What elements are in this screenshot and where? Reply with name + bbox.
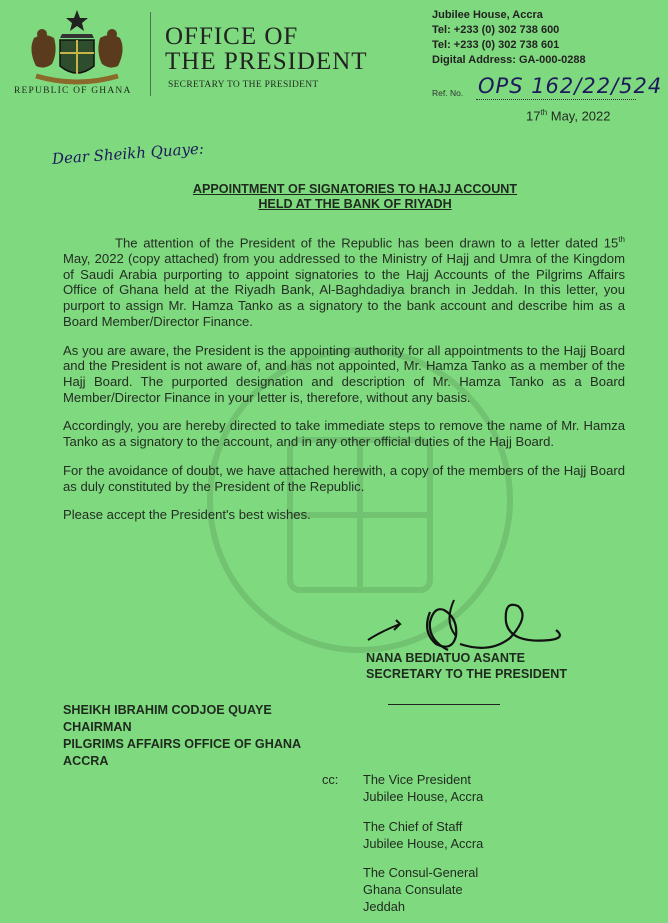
subject-line2: HELD AT THE BANK OF RIYADH [258,197,452,211]
paragraph-1-b: May, 2022 (copy attached) from you addressed to the Ministry of Hajj and Umra of the Kingdom of Saudi Arabia purporting to appoint signatories to the Hajj Accounts of the Pilgrims Affairs Office of Ghana held at the Riyadh Bank, Al-Baghdadiya branch in Jeddah. In this letter, you purport to assign Mr. Hamza Tanko as a signatory to the bank account and describe him as a Board Member/Director Finance. [63,251,625,329]
addressee-block [63,702,301,770]
office-title [165,24,368,74]
paragraph-3: Accordingly, you are hereby directed to take immediate steps to remove the name of Mr. Hamza Tanko as a signatory to the account, and in any other official duties of the Hajj Board. [63,418,625,450]
subject-line1: APPOINTMENT OF SIGNATORIES TO HAJJ ACCOUNT [192,182,518,196]
office-title-line2: THE PRESIDENT [165,48,368,75]
date-rest: May, 2022 [547,108,611,124]
cc-recipient-name: The Chief of Staff [363,819,463,834]
cc-recipient-place: Ghana Consulate [363,882,463,897]
header-divider [150,12,151,96]
ref-label: Ref. No. [432,88,464,98]
cc-recipient-place: Jubilee House, Accra [363,789,484,804]
signatory-name: NANA BEDIATUO ASANTE [366,651,526,665]
signature-rule [388,704,500,705]
cc-recipient-place-2: Jeddah [363,899,405,914]
cc-recipient-name: The Consul-General [363,865,479,880]
cc-label: cc: [322,772,339,787]
telephone-1: Tel: +233 (0) 302 738 600 [432,24,560,36]
addressee-line1: SHEIKH IBRAHIM CODJOE QUAYE [63,703,272,717]
paragraph-5: Please accept the President's best wishes. [63,507,311,523]
paragraph-1 [63,232,625,330]
paragraph-1-sup: th [618,235,625,244]
subject-heading [120,182,590,212]
cc-recipient-name: The Vice President [363,772,471,787]
contact-block [432,8,586,68]
office-title-line1: OFFICE OF [165,23,299,50]
country-label: REPUBLIC OF GHANA [14,86,132,96]
paragraph-4: For the avoidance of doubt, we have attached herewith, a copy of the members of the Hajj Board as duly constituted by the President of the Republic. [63,462,625,494]
date-day: 17 [526,108,541,124]
addressee-line3: PILGRIMS AFFAIRS OFFICE OF GHANA [63,737,302,751]
date-suffix: th [540,108,548,117]
signatory-title: SECRETARY TO THE PRESIDENT [366,667,568,681]
ref-dotted-line [476,99,636,100]
address: Jubilee House, Accra [432,9,543,21]
cc-recipient [363,864,478,915]
paragraph-1-a: The attention of the President of the Republic has been drawn to a letter dated 15 [115,235,619,251]
addressee-line2: CHAIRMAN [63,720,132,734]
salutation: Dear Sheikh Quaye: [51,139,205,168]
letter-body [63,232,625,536]
office-subtitle: SECRETARY TO THE PRESIDENT [168,80,319,90]
ghana-coat-of-arms-icon [22,8,132,90]
paragraph-2: As you are aware, the President is the appointing authority for all appointments to the Hajj Board and the President is not aware of, and has not appointed, Mr. Hamza Tanko as a member of the Hajj Board. The purported designation and description of Mr. Hamza Tanko as a Board Member/Director Finance in your letter is, therefore, without any basis. [63,342,625,405]
cc-recipient-place: Jubilee House, Accra [363,836,484,851]
ref-number: OPS 162/22/524 [478,74,663,98]
digital-address: Digital Address: GA-000-0288 [432,54,586,66]
addressee-line4: ACCRA [63,754,109,768]
cc-recipient [363,818,483,852]
signatory-block [366,650,567,682]
cc-recipient [363,771,483,805]
letter-date [526,108,611,123]
telephone-2: Tel: +233 (0) 302 738 601 [432,39,560,51]
